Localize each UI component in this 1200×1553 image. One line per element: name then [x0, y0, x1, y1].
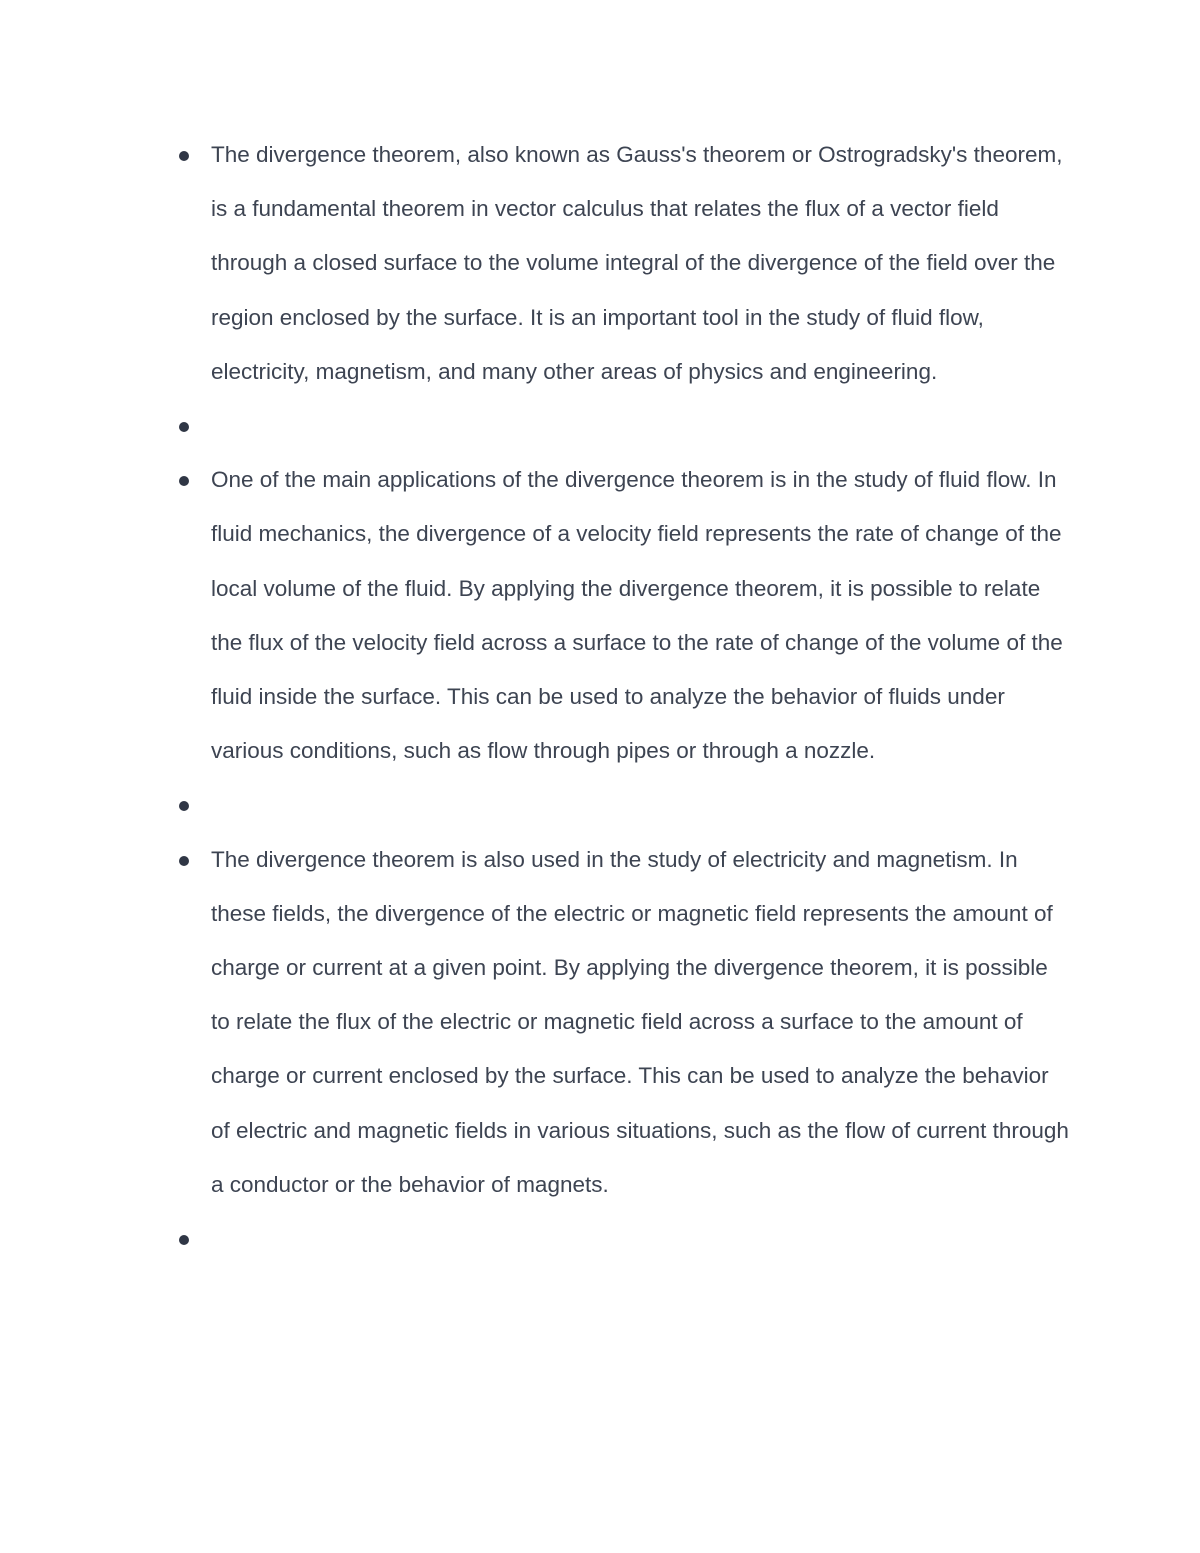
bullet-dot-icon: [179, 1235, 189, 1245]
bullet-dot-icon: [179, 476, 189, 486]
list-item: [0, 453, 1071, 778]
list-item-text: The divergence theorem, also known as Gauss's theorem or Ostrogradsky's theorem, is a fundamental theorem in vector calculus that relates the flux of a vector field through a closed surface to the volume integral of the divergence of the field over the region enclosed by the surface. It is an important tool in the study of fluid flow, electricity, magnetism, and many other areas of physics and engineering.: [211, 142, 1063, 384]
bullet-dot-icon: [179, 856, 189, 866]
list-item: [0, 399, 1071, 453]
bullet-dot-icon: [179, 151, 189, 161]
list-item: [0, 778, 1071, 832]
list-item: [0, 833, 1071, 1212]
list-item-text: One of the main applications of the divergence theorem is in the study of fluid flow. In fluid mechanics, the divergence of a velocity field represents the rate of change of the local volume of the fluid. By applying the divergence theorem, it is possible to relate the flux of the velocity field across a surface to the rate of change of the volume of the fluid inside the surface. This can be used to analyze the behavior of fluids under various conditions, such as flow through pipes or through a nozzle.: [211, 467, 1063, 764]
bullet-dot-icon: [179, 422, 189, 432]
list-item: [0, 1212, 1071, 1266]
list-item: [0, 128, 1071, 399]
bullet-dot-icon: [179, 801, 189, 811]
list-item-text: The divergence theorem is also used in the study of electricity and magnetism. In these fields, the divergence of the electric or magnetic field represents the amount of charge or current at a given point. By applying the divergence theorem, it is possible to relate the flux of the electric or magnetic field across a surface to the amount of charge or current enclosed by the surface. This can be used to analyze the behavior of electric and magnetic fields in various situations, such as the flow of current through a conductor or the behavior of magnets.: [211, 846, 1069, 1197]
bullet-list: [0, 128, 1200, 1266]
